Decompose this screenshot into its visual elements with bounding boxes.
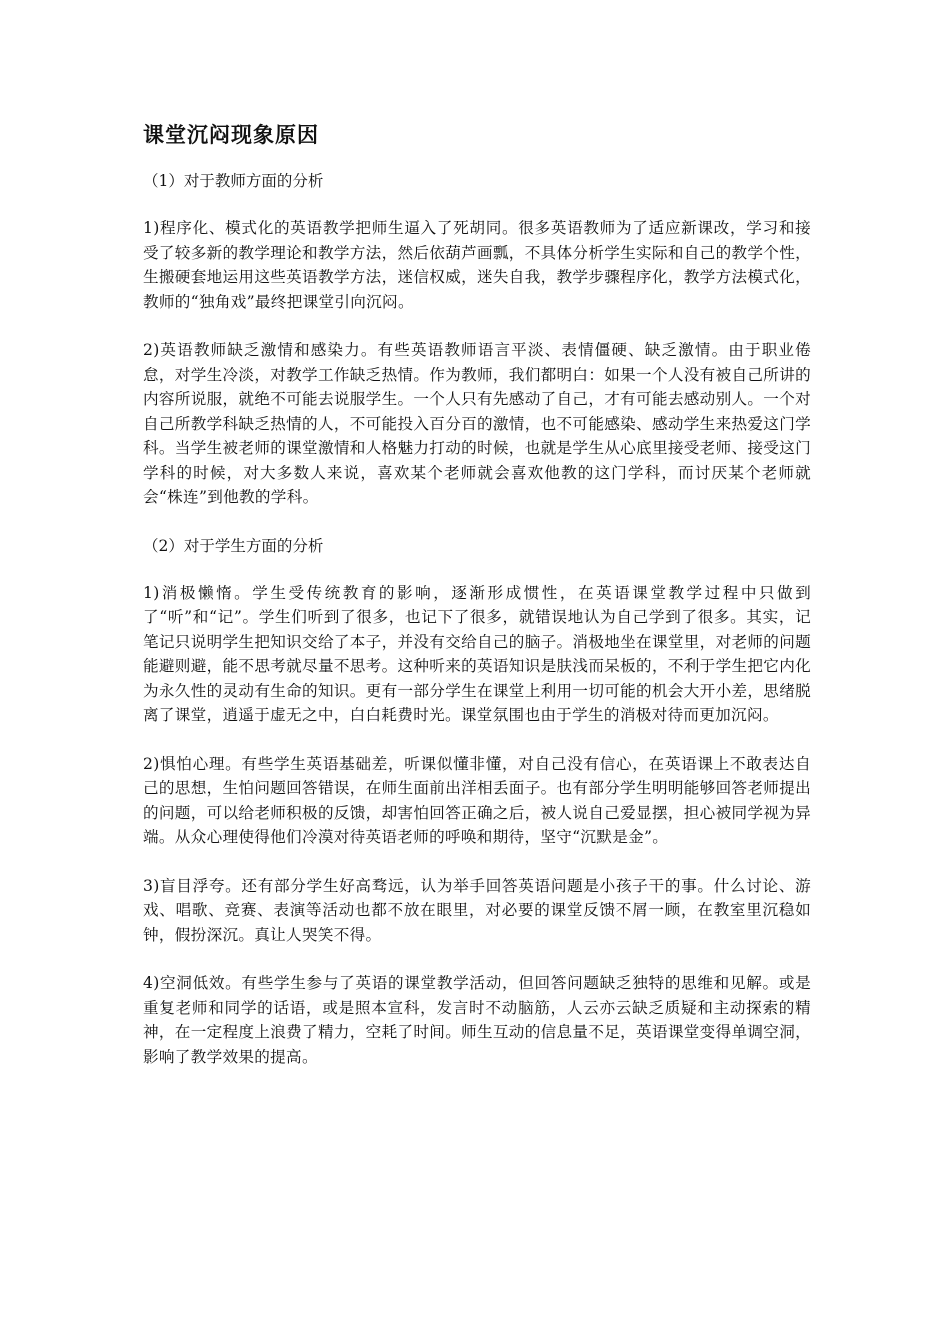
section-heading-student: （2）对于学生方面的分析: [143, 536, 324, 555]
paragraph-student-3: 3)盲目浮夸。还有部分学生好高骛远，认为举手回答英语问题是小孩子干的事。什么讨论、游戏、唱歌、竞赛、表演等活动也都不放在眼里，对必要的课堂反馈不屑一顾，在教室里沉稳如钟，假扮深沉。真让人哭笑不得。: [143, 876, 811, 944]
paragraph-teacher-1: 1)程序化、模式化的英语教学把师生逼入了死胡同。很多英语教师为了适应新课改，学习和接受了较多新的教学理论和教学方法，然后依葫芦画瓢，不具体分析学生实际和自己的教学个性，生搬硬套地运用这些英语教学方法，迷信权威，迷失自我，教学步骤程序化，教学方法模式化，教师的“独角戏”最终把课堂引向沉闷。: [143, 219, 811, 311]
paragraph-teacher-2: 2)英语教师缺乏激情和感染力。有些英语教师语言平淡、表情僵硬、缺乏激情。由于职业倦怠，对学生冷淡，对教学工作缺乏热情。作为教师，我们都明白：如果一个人没有被自己所讲的内容所说服，就绝不可能去说服学生。一个人只有先感动了自己，才有可能去感动别人。一个对自己所教学科缺乏热情的人，不可能投入百分百的激情，也不可能感染、感动学生来热爱这门学科。当学生被老师的课堂激情和人格魅力打动的时候，也就是学生从心底里接受老师、接受这门学科的时候，对大多数人来说，喜欢某个老师就会喜欢他教的这门学科，而讨厌某个老师就会“株连”到他教的学科。: [143, 341, 811, 506]
paragraph-student-2: 2)惧怕心理。有些学生英语基础差，听课似懂非懂，对自己没有信心，在英语课上不敢表达自己的思想，生怕问题回答错误，在师生面前出洋相丢面子。也有部分学生明明能够回答老师提出的问题，可以给老师积极的反馈，却害怕回答正确之后，被人说自己爱显摆，担心被同学视为异端。从众心理使得他们冷漠对待英语老师的呼唤和期待，坚守“沉默是金”。: [143, 754, 811, 846]
paragraph-student-4: 4)空洞低效。有些学生参与了英语的课堂教学活动，但回答问题缺乏独特的思维和见解。或是重复老师和同学的话语，或是照本宣科，发言时不动脑筋，人云亦云缺乏质疑和主动探索的精神，在一定程度上浪费了精力，空耗了时间。师生互动的信息量不足，英语课堂变得单调空洞，影响了教学效果的提高。: [143, 974, 811, 1066]
paragraph-student-1: 1)消极懒惰。学生受传统教育的影响，逐渐形成惯性，在英语课堂教学过程中只做到了“听”和“记”。学生们听到了很多，也记下了很多，就错误地认为自己学到了很多。其实，记笔记只说明学生把知识交给了本子，并没有交给自己的脑子。消极地坐在课堂里，对老师的问题能避则避，能不思考就尽量不思考。这种听来的英语知识是肤浅而呆板的，不利于学生把它内化为永久性的灵动有生命的知识。更有一部分学生在课堂上利用一切可能的机会大开小差，思绪脱离了课堂，逍遥于虚无之中，白白耗费时光。课堂氛围也由于学生的消极对待而更加沉闷。: [143, 583, 811, 724]
document-body: [143, 121, 811, 1093]
document-title: 课堂沉闷现象原因: [143, 123, 319, 147]
section-heading-teacher: （1）对于教师方面的分析: [143, 172, 324, 190]
